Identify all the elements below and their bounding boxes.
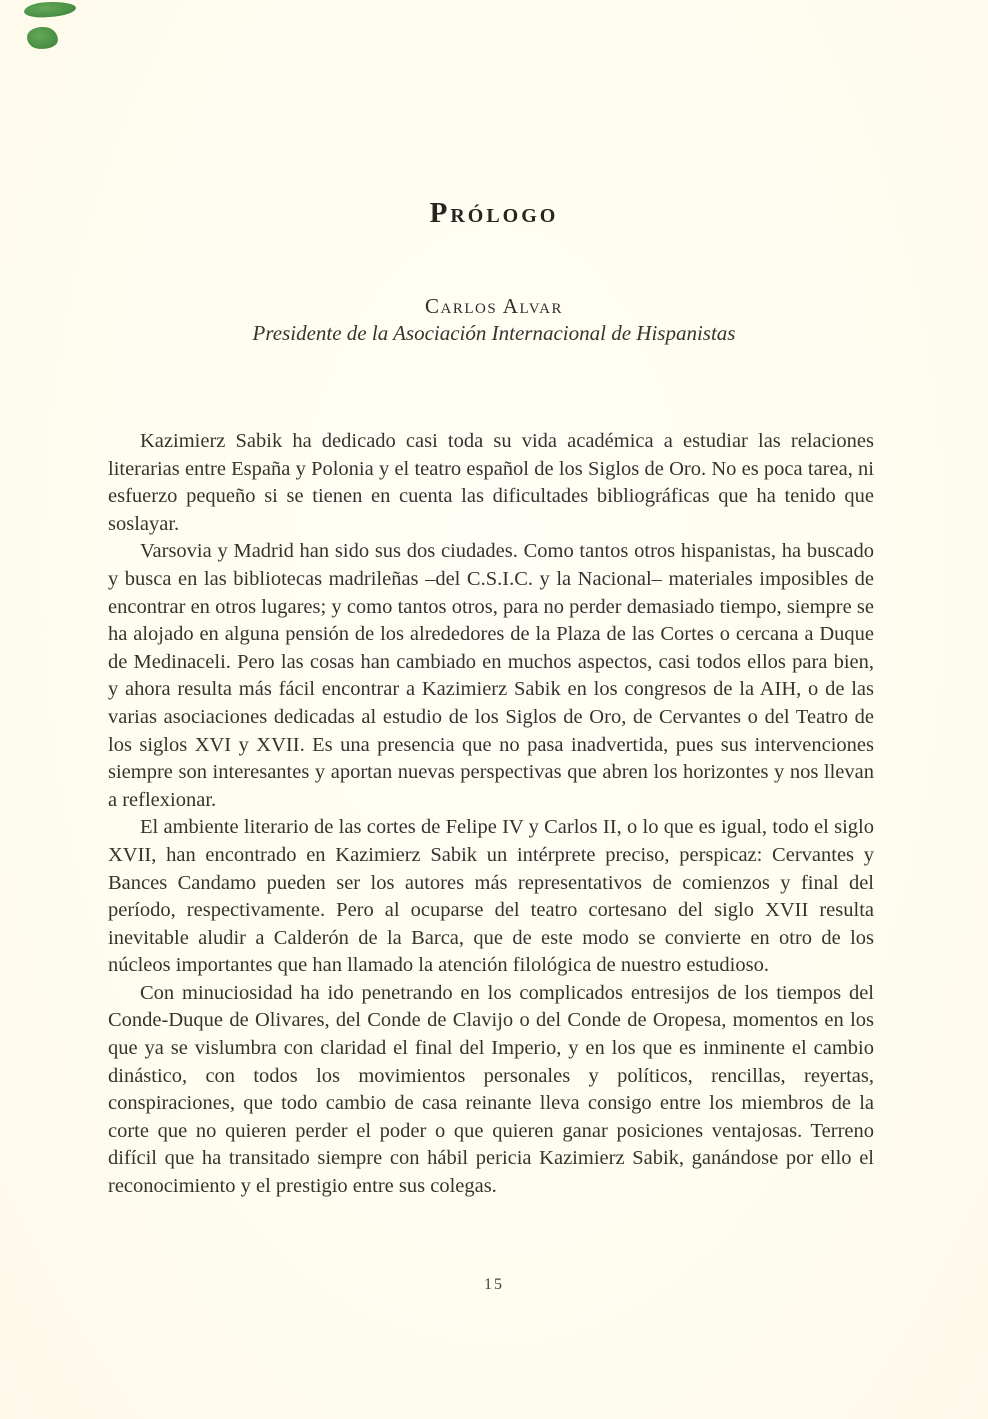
body-paragraph: Con minuciosidad ha ido penetrando en los complicados entresijos de los tiempos del Conde-Duque de Olivares, del Conde de Clavijo o del Conde de Oropesa, momentos en los que ya se vislumbra con claridad el final del Imperio, y en los que es inminente el cambio dinástico, con todos los movimientos personales y políticos, rencillas, reyertas, conspiraciones, que todo cambio de casa reinante lleva consigo entre los miembros de la corte que no quieren perder el poder o que quieren ganar posiciones ventajosas. Terreno difícil que ha transitado siempre con hábil pericia Kazimierz Sabik, ganándose por ello el reconocimiento y el prestigio entre sus colegas. bbox=[108, 981, 874, 1198]
author-name: Carlos Alvar bbox=[425, 294, 563, 318]
body-text-block bbox=[108, 428, 874, 1201]
body-paragraph: Kazimierz Sabik ha dedicado casi toda su vida académica a estudiar las relaciones literarias entre España y Polonia y el teatro español de los Siglos de Oro. No es poca tarea, ni esfuerzo pequeño si se tienen en cuenta las dificultades bibliográficas que ha tenido que soslayar. bbox=[108, 430, 874, 535]
body-paragraph: El ambiente literario de las cortes de Felipe IV y Carlos II, o lo que es igual, todo el siglo XVII, han encontrado en Kazimierz Sabik un intérprete preciso, perspicaz: Cervantes y Bances Candamo pueden ser los autores más representativos de comienzos y final del período, respectivamente. Pero al ocuparse del teatro cortesano del siglo XVII resulta inevitable aludir a Calderón de la Barca, que de este modo se convierte en otro de los núcleos importantes que han llamado la atención filológica de nuestro estudioso. bbox=[108, 816, 874, 977]
body-paragraph: Varsovia y Madrid han sido sus dos ciudades. Como tantos otros hispanistas, ha buscado y busca en las bibliotecas madrileñas –del C.S.I.C. y la Nacional– materiales imposibles de encontrar en otros lugares; y como tantos otros, para no perder demasiado tiempo, siempre se ha alojado en alguna pensión de los alrededores de la Plaza de las Cortes o cercana a Duque de Medinaceli. Pero las cosas han cambiado en muchos aspectos, casi todos ellos para bien, y ahora resulta más fácil encontrar a Kazimierz Sabik en los congresos de la AIH, o de las varias asociaciones dedicadas al estudio de los Siglos de Oro, de Cervantes o del Teatro de los siglos XVI y XVII. Es una presencia que no pasa inadvertida, pues sus intervenciones siempre son interesantes y aportan nuevas perspectivas que abren los horizontes y nos llevan a reflexionar. bbox=[108, 540, 874, 811]
page-title: Prólogo bbox=[429, 197, 559, 230]
scan-artifact-mark-bottom bbox=[26, 26, 58, 50]
author-role: Presidente de la Asociación Internacional de Hispanistas bbox=[252, 321, 736, 345]
scan-artifact-mark-top bbox=[24, 1, 77, 19]
page-number: 15 bbox=[484, 1276, 504, 1293]
